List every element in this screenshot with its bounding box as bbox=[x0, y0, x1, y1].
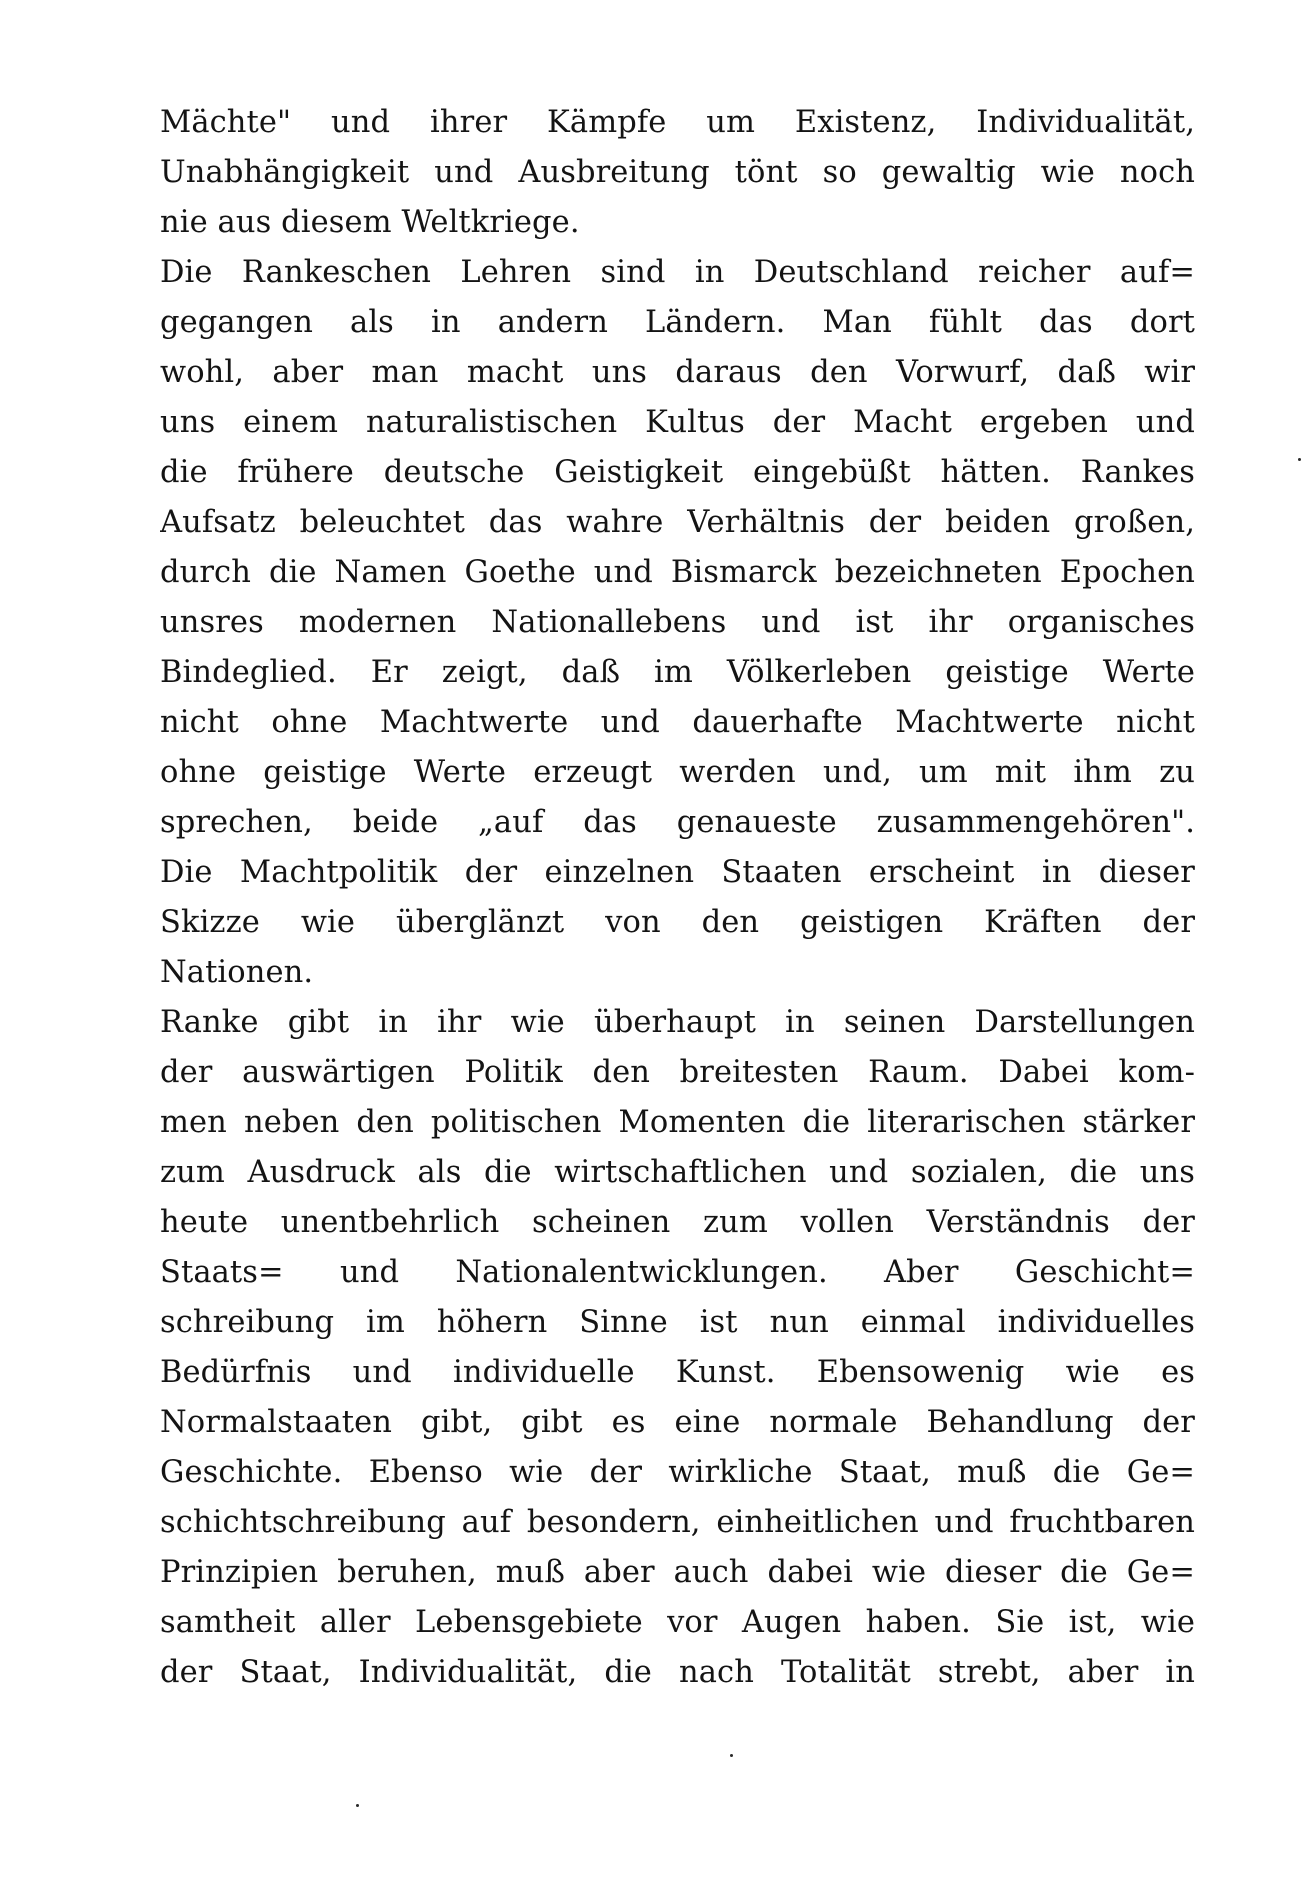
text-line: nie aus diesem Weltkriege. bbox=[160, 205, 580, 240]
text-line: Mächte" und ihrer Kämpfe um Existenz, Individualität, bbox=[160, 105, 1195, 140]
text-line: Die Rankeschen Lehren sind in Deutschland reicher auf= bbox=[160, 255, 1195, 290]
text-line: Skizze wie überglänzt von den geistigen Kräften der bbox=[160, 905, 1195, 940]
text-line: schichtschreibung auf besondern, einheitlichen und fruchtbaren bbox=[160, 1505, 1195, 1540]
text-line: heute unentbehrlich scheinen zum vollen Verständnis der bbox=[160, 1205, 1195, 1240]
text-line: durch die Namen Goethe und Bismarck bezeichneten Epochen bbox=[160, 555, 1195, 590]
print-speck bbox=[1298, 458, 1301, 461]
text-line: Unabhängigkeit und Ausbreitung tönt so gewaltig wie noch bbox=[160, 155, 1195, 190]
text-line: der auswärtigen Politik den breitesten Raum. Dabei kom- bbox=[160, 1055, 1195, 1090]
text-line: Geschichte. Ebenso wie der wirkliche Staat, muß die Ge= bbox=[160, 1455, 1195, 1490]
text-line: unsres modernen Nationallebens und ist ihr organisches bbox=[160, 605, 1195, 640]
body-text bbox=[160, 98, 1195, 1698]
text-line: Bindeglied. Er zeigt, daß im Völkerleben geistige Werte bbox=[160, 655, 1195, 690]
text-line: Staats= und Nationalentwicklungen. Aber Geschicht= bbox=[160, 1255, 1195, 1290]
text-line: men neben den politischen Momenten die literarischen stärker bbox=[160, 1105, 1195, 1140]
text-line: Nationen. bbox=[160, 955, 314, 990]
text-line: die frühere deutsche Geistigkeit eingebüßt hätten. Rankes bbox=[160, 455, 1195, 490]
text-line: samtheit aller Lebensgebiete vor Augen haben. Sie ist, wie bbox=[160, 1605, 1195, 1640]
text-line: sprechen, beide „auf das genaueste zusammengehören". bbox=[160, 805, 1195, 840]
text-line: nicht ohne Machtwerte und dauerhafte Machtwerte nicht bbox=[160, 705, 1195, 740]
text-line: zum Ausdruck als die wirtschaftlichen und sozialen, die uns bbox=[160, 1155, 1195, 1190]
text-line: gegangen als in andern Ländern. Man fühlt das dort bbox=[160, 305, 1195, 340]
text-line: der Staat, Individualität, die nach Totalität strebt, aber in bbox=[160, 1655, 1195, 1690]
text-line: wohl, aber man macht uns daraus den Vorwurf, daß wir bbox=[160, 355, 1195, 390]
text-line: Bedürfnis und individuelle Kunst. Ebensowenig wie es bbox=[160, 1355, 1195, 1390]
text-line: Ranke gibt in ihr wie überhaupt in seinen Darstellungen bbox=[160, 1005, 1195, 1040]
text-line: Die Machtpolitik der einzelnen Staaten erscheint in dieser bbox=[160, 855, 1195, 890]
print-speck bbox=[730, 1754, 733, 1757]
text-line: ohne geistige Werte erzeugt werden und, um mit ihm zu bbox=[160, 755, 1195, 790]
text-line: Normalstaaten gibt, gibt es eine normale Behandlung der bbox=[160, 1405, 1195, 1440]
text-line: schreibung im höhern Sinne ist nun einmal individuelles bbox=[160, 1305, 1195, 1340]
text-line: Aufsatz beleuchtet das wahre Verhältnis der beiden großen, bbox=[160, 505, 1195, 540]
text-line: uns einem naturalistischen Kultus der Macht ergeben und bbox=[160, 405, 1195, 440]
print-speck bbox=[356, 1804, 359, 1807]
text-line: Prinzipien beruhen, muß aber auch dabei wie dieser die Ge= bbox=[160, 1555, 1195, 1590]
